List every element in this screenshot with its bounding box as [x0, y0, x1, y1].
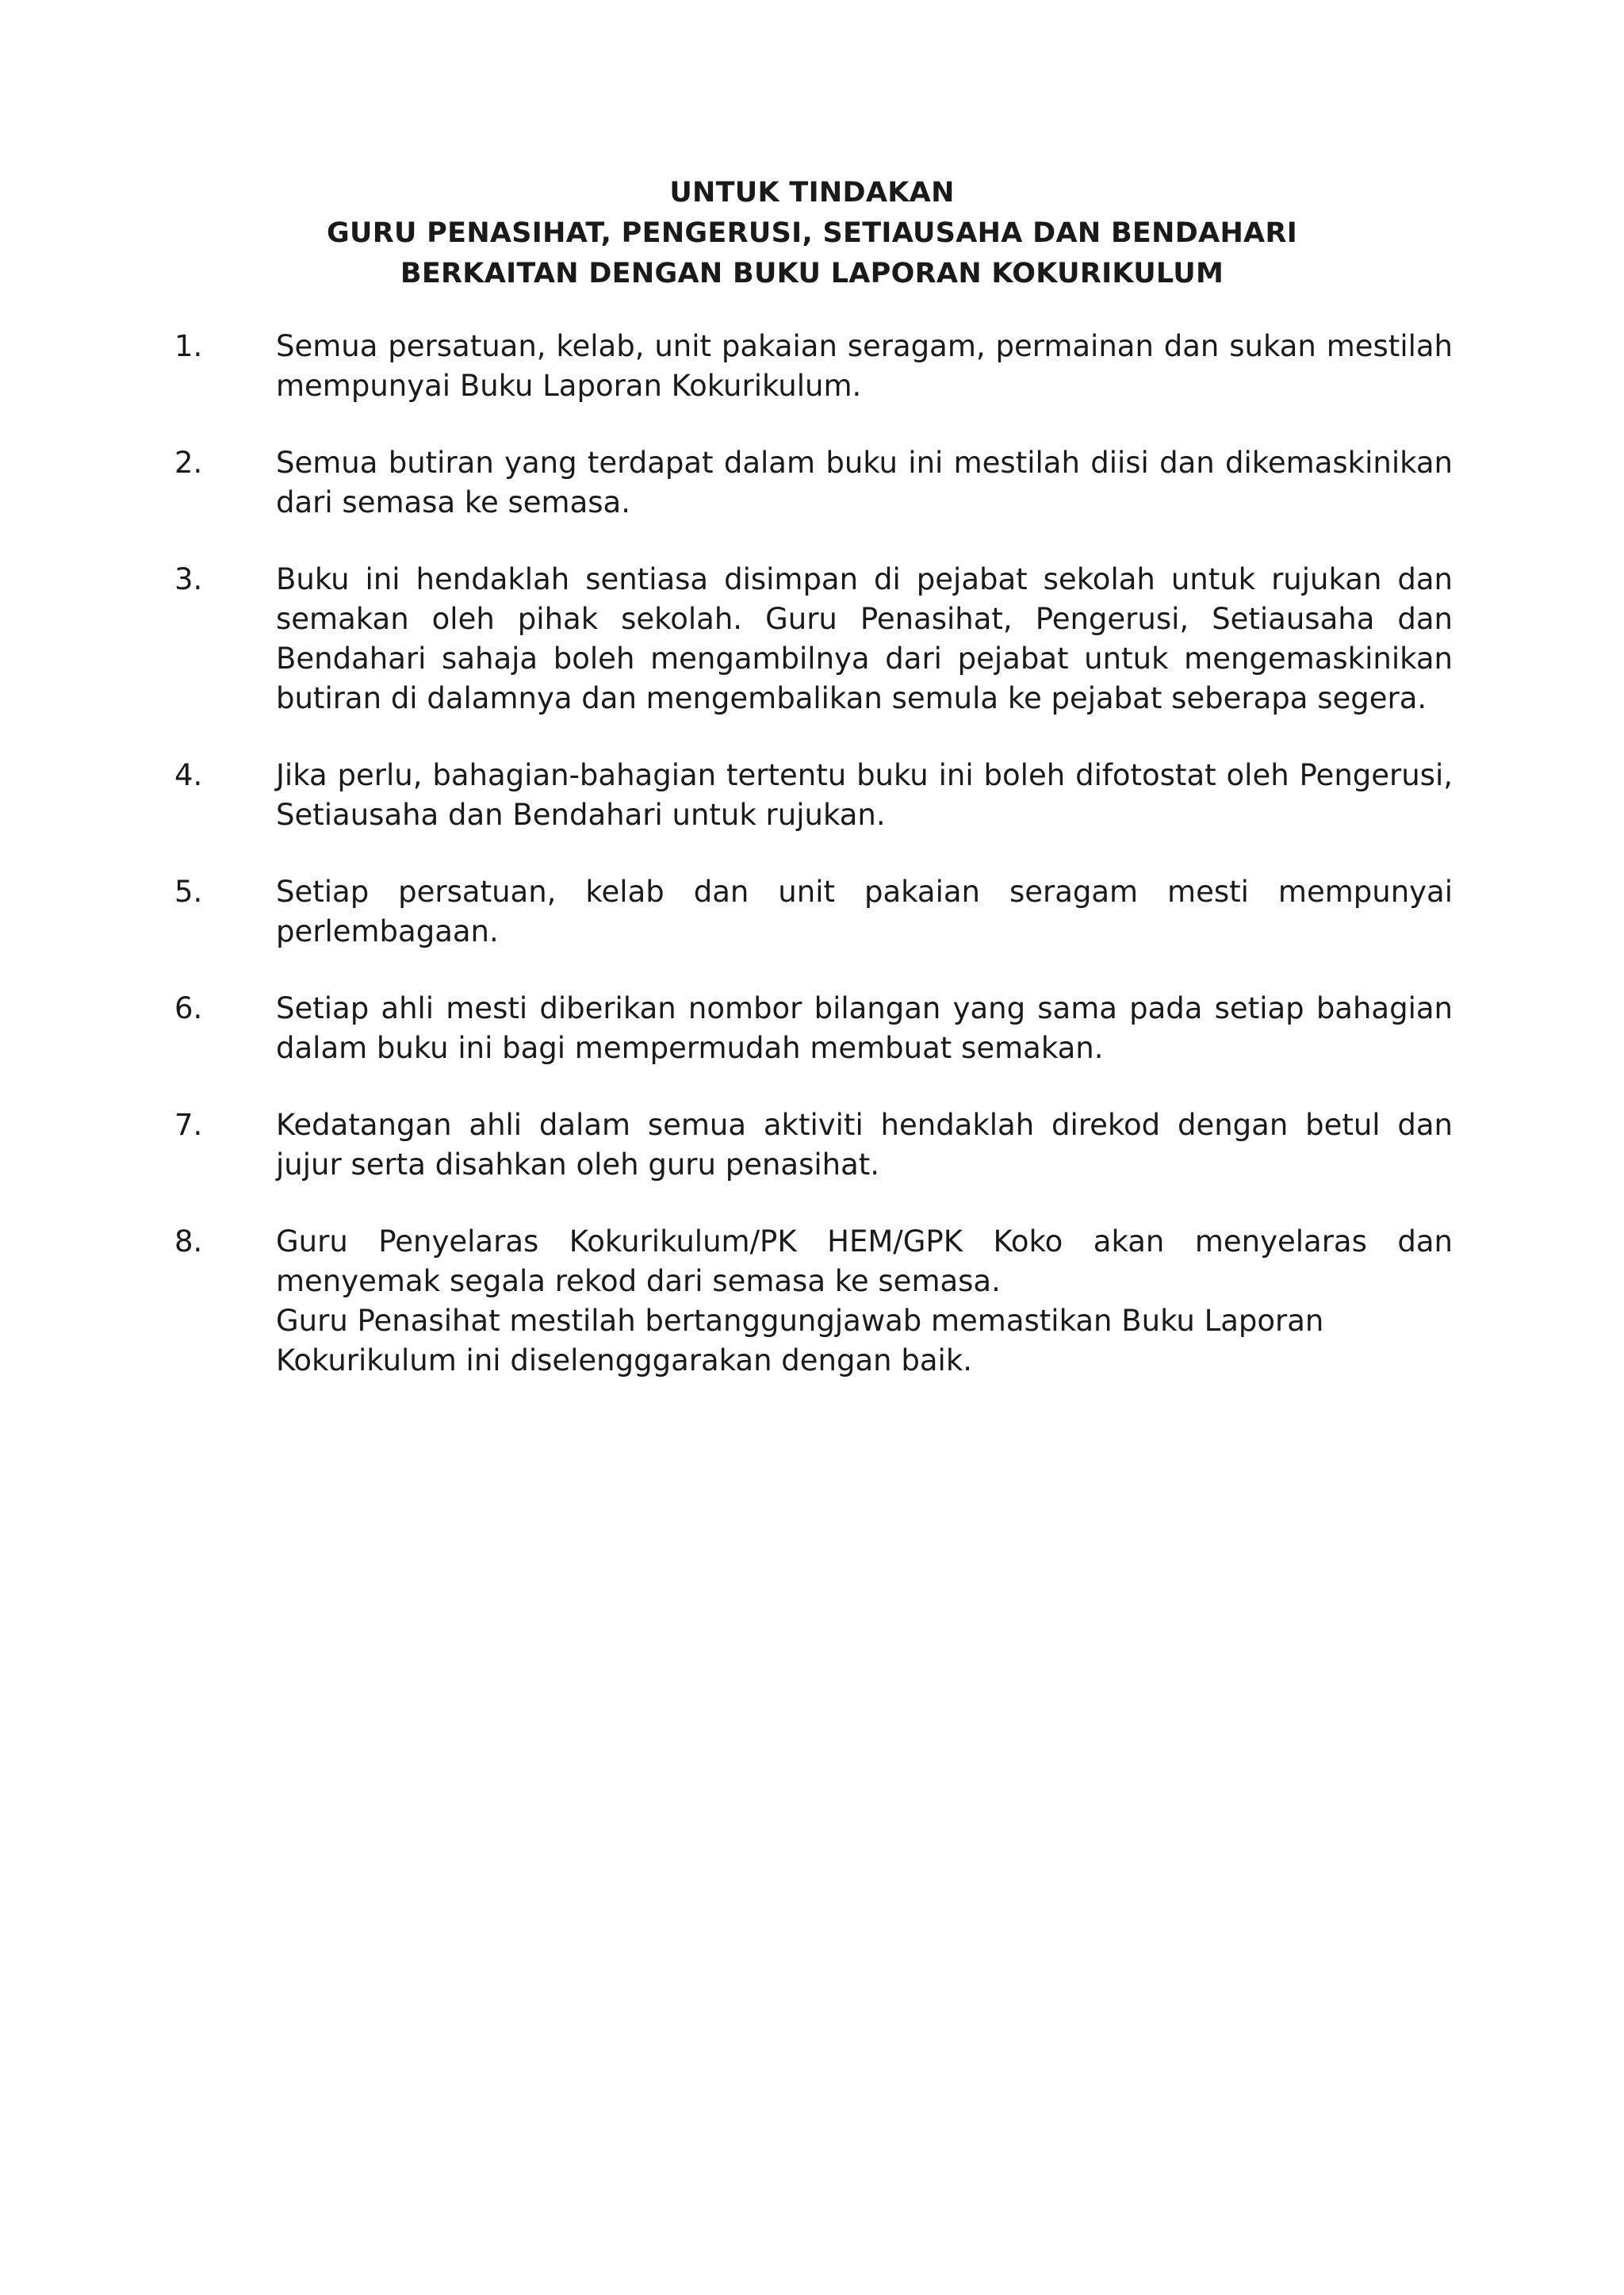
item-text: Setiap ahli mesti diberikan nombor bilangan yang sama pada setiap bahagian dalam buku ini bagi mempermudah membuat semakan.	[276, 991, 1453, 1065]
list-item	[174, 327, 1453, 406]
heading-line-3: BERKAITAN DENGAN BUKU LAPORAN KOKURIKULUM	[400, 258, 1224, 289]
item-number: 7.	[174, 1108, 203, 1142]
item-number: 6.	[174, 991, 203, 1025]
item-number: 8.	[174, 1224, 203, 1259]
list-item	[174, 756, 1453, 835]
heading-line-1: UNTUK TINDAKAN	[669, 177, 955, 209]
instruction-list	[174, 327, 1453, 1418]
heading-line-2: GURU PENASIHAT, PENGERUSI, SETIAUSAHA DAN BENDAHARI	[326, 217, 1298, 249]
item-number: 2.	[174, 446, 203, 480]
item-note: Guru Penasihat mestilah bertanggungjawab memastikan Buku Laporan Kokurikulum ini diselengggarakan dengan baik.	[276, 1304, 1324, 1377]
item-number: 5.	[174, 875, 203, 909]
item-text: Buku ini hendaklah sentiasa disimpan di pejabat sekolah untuk rujukan dan semakan oleh pihak sekolah. Guru Penasihat, Pengerusi, Setiausaha dan Bendahari sahaja boleh mengambilnya dari pejabat untuk mengemaskinikan butiran di dalamnya dan mengembalikan semula ke pejabat seberapa segera.	[276, 562, 1453, 715]
item-text: Jika perlu, bahagian-bahagian tertentu buku ini boleh difotostat oleh Pengerusi, Setiausaha dan Bendahari untuk rujukan.	[276, 758, 1453, 832]
item-number: 1.	[174, 329, 203, 363]
item-text: Guru Penyelaras Kokurikulum/PK HEM/GPK Koko akan menyelaras dan menyemak segala rekod dari semasa ke semasa.	[276, 1224, 1453, 1298]
list-item	[174, 560, 1453, 718]
list-item	[174, 989, 1453, 1068]
list-item	[174, 872, 1453, 952]
item-number: 3.	[174, 562, 203, 596]
item-text: Semua butiran yang terdapat dalam buku ini mestilah diisi dan dikemaskinikan dari semasa ke semasa.	[276, 446, 1453, 519]
document-heading	[0, 173, 1624, 294]
item-text: Kedatangan ahli dalam semua aktiviti hendaklah direkod dengan betul dan jujur serta disahkan oleh guru penasihat.	[276, 1108, 1453, 1182]
list-item	[174, 1105, 1453, 1185]
item-text: Semua persatuan, kelab, unit pakaian seragam, permainan dan sukan mestilah mempunyai Buku Laporan Kokurikulum.	[276, 329, 1453, 403]
list-item	[174, 443, 1453, 523]
list-item	[174, 1222, 1453, 1381]
item-number: 4.	[174, 758, 203, 792]
item-text: Setiap persatuan, kelab dan unit pakaian seragam mesti mempunyai perlembagaan.	[276, 875, 1453, 948]
